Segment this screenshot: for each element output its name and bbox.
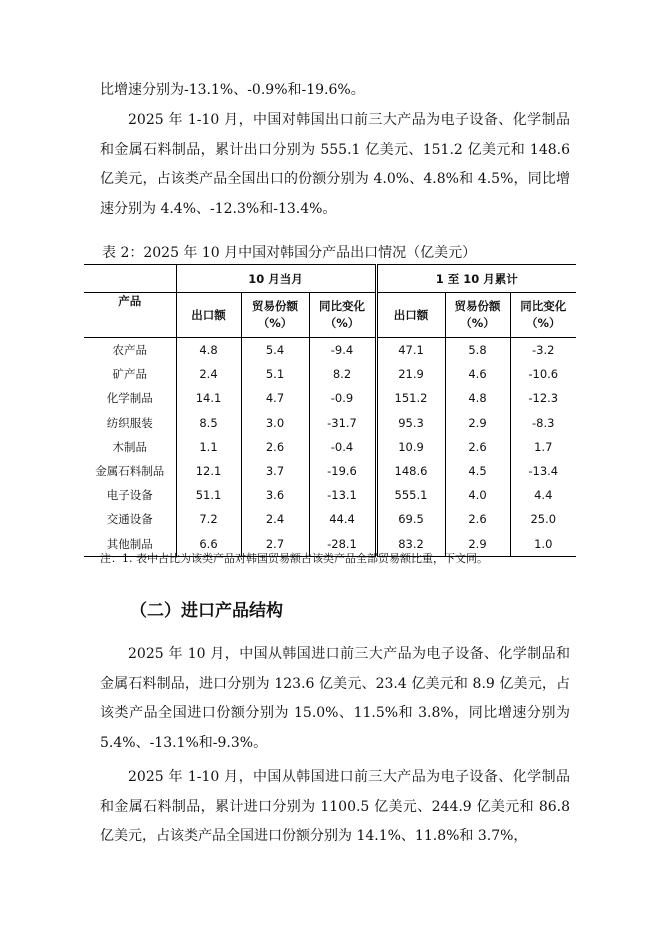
cell-month-share: 2.4 — [241, 507, 309, 531]
cell-month-yoy: -0.4 — [309, 435, 376, 459]
header-group-cumulative: 1 至 10 月累计 — [376, 265, 576, 293]
cell-month-export: 14.1 — [176, 386, 241, 410]
table-row — [84, 459, 576, 483]
cell-cum-yoy: -10.6 — [528, 367, 559, 382]
cell-cum-yoy: -8.3 — [532, 415, 555, 430]
cell-month-yoy: -9.4 — [309, 338, 376, 363]
cell-month-yoy: -13.1 — [309, 483, 376, 507]
cell-cum-share: 2.6 — [445, 507, 510, 531]
cell-month-yoy: 8.2 — [309, 362, 376, 386]
cell-month-share: 5.1 — [241, 362, 309, 386]
cell-cum-yoy: 1.0 — [510, 532, 576, 557]
cell-cum-share: 2.9 — [445, 411, 510, 435]
table-row — [84, 362, 576, 386]
cell-month-yoy: 44.4 — [309, 507, 376, 531]
header-cum-share — [445, 293, 510, 338]
cell-month-yoy: -31.7 — [309, 411, 376, 435]
cell-cum-share: 4.5 — [445, 459, 510, 483]
table-caption: 表 2：2025 年 10 月中国对韩国分产品出口情况（亿美元） — [102, 245, 477, 261]
cell-month-export: 51.1 — [176, 483, 241, 507]
cell-month-export: 7.2 — [176, 507, 241, 531]
table-row — [84, 483, 576, 507]
paragraph-2: 2025 年 1-10 月，中国对韩国出口前三大产品为电子设备、化学制品和金属石料制品，累计出口分别为 555.1 亿美元、151.2 亿美元和 148.6 亿美元，占该类产品全国出口的份额分别为 4.0%、4.8%和 4.5%，同比增速分别为 4.4%、-12.3%和-13.4%。 — [100, 112, 570, 217]
cell-month-export: 4.8 — [176, 338, 241, 363]
cell-month-share: 2.6 — [241, 435, 309, 459]
cell-month-share: 3.0 — [241, 411, 309, 435]
paragraph-1: 比增速分别为-13.1%、-0.9%和-19.6%。 — [100, 82, 365, 98]
table-row — [84, 386, 576, 410]
cell-product: 金属石料制品 — [84, 459, 176, 483]
paragraph-4: 2025 年 1-10 月，中国从韩国进口前三大产品为电子设备、化学制品和金属石料制品，累计进口分别为 1100.5 亿美元、244.9 亿美元和 86.8 亿美元，占该类产品全国进口份额分别为 14.1%、11.8%和 3.7%， — [100, 769, 570, 845]
cell-cum-yoy: -3.2 — [532, 343, 555, 358]
header-group-month: 10 月当月 — [176, 265, 376, 293]
header-product: 产品 — [84, 293, 176, 338]
cell-month-yoy: -28.1 — [309, 532, 376, 557]
header-blank — [84, 265, 176, 293]
cell-cum-export: 151.2 — [376, 386, 445, 410]
cell-month-share: 4.7 — [241, 386, 309, 410]
cell-product: 电子设备 — [84, 483, 176, 507]
header-cum-yoy-label: 同比变化（%） — [520, 299, 567, 330]
cell-cum-export: 21.9 — [376, 362, 445, 386]
cell-month-share: 3.7 — [241, 459, 309, 483]
cell-cum-share: 2.9 — [445, 532, 510, 557]
cell-cum-export: 95.3 — [376, 411, 445, 435]
cell-month-share: 2.7 — [241, 532, 309, 557]
cell-month-export: 2.4 — [176, 362, 241, 386]
cell-product: 纺织服装 — [84, 411, 176, 435]
header-month-yoy-label: 同比变化（%） — [319, 299, 365, 330]
header-month-export: 出口额 — [176, 293, 241, 338]
cell-month-share: 3.6 — [241, 483, 309, 507]
cell-cum-export: 83.2 — [376, 532, 445, 557]
cell-cum-export: 69.5 — [376, 507, 445, 531]
cell-cum-yoy: 1.7 — [534, 439, 553, 454]
section-heading: （二）进口产品结构 — [130, 601, 283, 621]
export-table — [84, 264, 576, 557]
cell-cum-export: 555.1 — [376, 483, 445, 507]
header-cum-export: 出口额 — [376, 293, 445, 338]
header-month-share-label: 贸易份额（%） — [252, 299, 298, 330]
cell-month-yoy: -0.9 — [309, 386, 376, 410]
cell-product: 农产品 — [84, 338, 176, 363]
header-cum-share-label: 贸易份额（%） — [454, 299, 501, 330]
cell-cum-yoy: -13.4 — [528, 464, 559, 479]
cell-month-export: 8.5 — [176, 411, 241, 435]
cell-product: 其他制品 — [84, 532, 176, 557]
cell-month-export: 6.6 — [176, 532, 241, 557]
cell-cum-share: 4.0 — [445, 483, 510, 507]
cell-product: 交通设备 — [84, 507, 176, 531]
table-row — [84, 338, 576, 363]
cell-cum-yoy: 25.0 — [530, 512, 557, 527]
cell-cum-yoy: 4.4 — [534, 488, 553, 503]
cell-product: 化学制品 — [84, 386, 176, 410]
paragraph-3: 2025 年 10 月，中国从韩国进口前三大产品为电子设备、化学制品和金属石料制品，进口分别为 123.6 亿美元、23.4 亿美元和 8.9 亿美元，占该类产品全国进口份额分别为 15.0%、11.5%和 3.8%，同比增速分别为 5.4%、-13.1%和-9.3%。 — [100, 646, 570, 751]
cell-cum-share: 5.8 — [445, 338, 510, 363]
header-month-share — [241, 293, 309, 338]
header-cum-yoy — [510, 293, 576, 338]
table-row — [84, 507, 576, 531]
table-note: 注：1. 表中占比为该类产品对韩国贸易额占该类产品全部贸易额比重，下文同。 — [100, 552, 488, 565]
cell-cum-share: 4.6 — [445, 362, 510, 386]
cell-cum-share: 2.6 — [445, 435, 510, 459]
cell-product: 矿产品 — [84, 362, 176, 386]
cell-cum-export: 10.9 — [376, 435, 445, 459]
cell-cum-share: 4.8 — [445, 386, 510, 410]
cell-cum-yoy: -12.3 — [528, 391, 559, 406]
cell-cum-export: 47.1 — [376, 338, 445, 363]
cell-month-yoy: -19.6 — [309, 459, 376, 483]
cell-month-export: 12.1 — [176, 459, 241, 483]
cell-product: 木制品 — [84, 435, 176, 459]
cell-cum-export: 148.6 — [376, 459, 445, 483]
table-row — [84, 411, 576, 435]
header-month-yoy — [309, 293, 376, 338]
table-row — [84, 435, 576, 459]
cell-month-share: 5.4 — [241, 338, 309, 363]
cell-month-export: 1.1 — [176, 435, 241, 459]
